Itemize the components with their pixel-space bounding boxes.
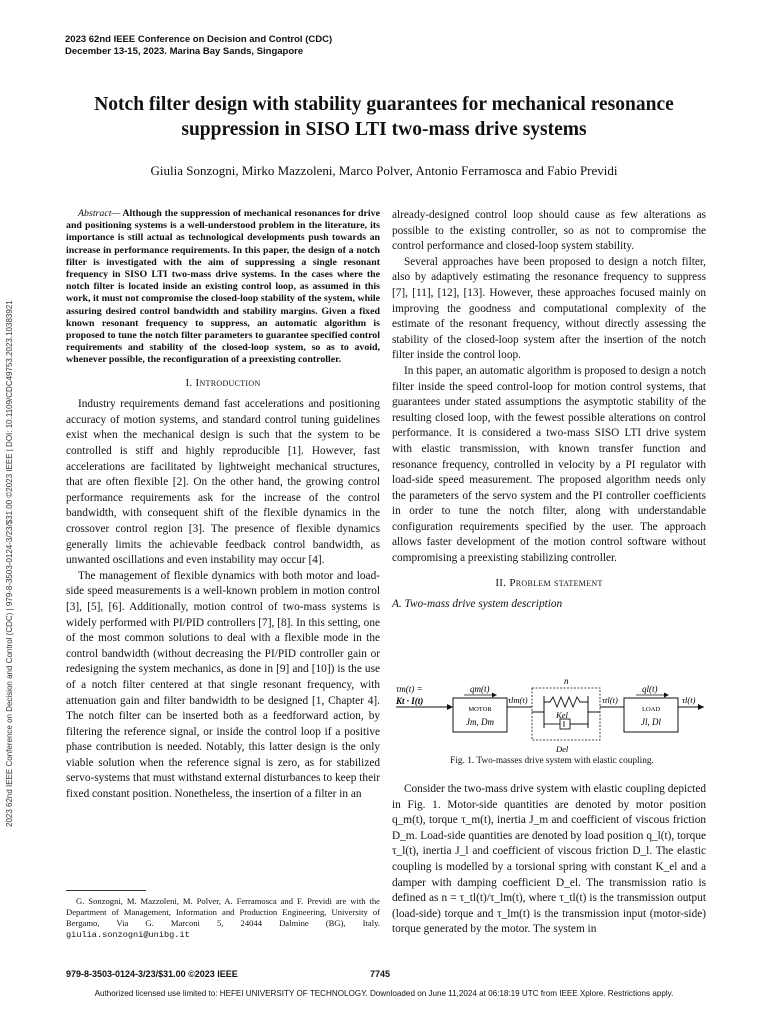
fig-output-arrowhead <box>698 704 704 710</box>
section-heading-introduction: I. Introduction <box>185 376 261 389</box>
fig-spring <box>544 697 588 707</box>
problem-paragraph-1: Consider the two-mass drive system with elastic coupling depicted in Fig. 1. Motor-side quantities are denoted by motor position q_m(t), torque τ_m(t), inertia J_m and coefficient of viscous friction D_m. Load-side quantities are denoted by load position q_l(t), torque τ_l(t), inertia J_l and coefficient of viscous friction D_l. The elastic coupling is modelled by a torsional spring with constant K_el and a damper with damping coefficient D_el. The transmission ratio is defined as n = τ_tl(t)/τ_lm(t), where τ_tl(t) is the transmission output (load-side) torque and τ_lm(t) is the transmission input (motor-side) torque generated by the motor. The system in <box>392 783 706 936</box>
isbn-footer: 979-8-3503-0124-3/23/$31.00 ©2023 IEEE <box>66 969 238 979</box>
author-list: Giulia Sonzogni, Mirko Mazzoleni, Marco Polver, Antonio Ferramosca and Fabio Previdi <box>150 163 618 178</box>
figure-caption: Fig. 1. Two-masses drive system with elastic coupling. <box>450 756 654 766</box>
fig-tau-l: τl(t) <box>682 695 696 705</box>
license-notice: Authorized licensed use limited to: HEFEI UNIVERSITY OF TECHNOLOGY. Downloaded on June 11,2024 at 06:18:19 UTC from IEEE Xplore. Restrictions apply. <box>94 989 674 998</box>
fig-n-label: n <box>564 676 569 686</box>
fig-del-label: Del <box>556 744 569 754</box>
section-heading-problem-statement: II. Problem statement <box>495 576 603 589</box>
side-doi-strip: 2023 62nd IEEE Conference on Decision and Control (CDC) | 979-8-3503-0124-3/23/$31.00 ©2023 IEEE | DOI: 10.1109/CDC49753.2023.10383921 <box>5 300 14 827</box>
conference-header <box>65 34 332 58</box>
subsection-heading-two-mass: A. Two-mass drive system description <box>392 598 563 611</box>
intro-paragraph-2: The management of flexible dynamics with both motor and load-side speed measurements is a well-known problem in motion control [3], [5], [6]. Additionally, motion control of two-mass systems is widely performed with PI/PID controllers [7], [8]. In this setting, one of the most common solutions to deal with a flexible mode in the control bandwidth (without decreasing the PI/PID controller gain or redesigning the system mechanics, as done in [9] and [10]) is the use of a notch filter centered at that single resonant frequency, with attenuation gain and filter bandwidth to be designed [1, Chapter 4]. The notch filter can be inserted both as a feedforward action, by filtering the reference signal, or inside the control loop if a positive phase contribution is needed. Notably, this latter design is the only viable solution when the reference signal is zero, as for stabilized servo-systems that must withstand external disturbances to keep their fixed constant position. Nonetheless, the insertion of a filter in an <box>66 569 380 801</box>
conference-name: 2023 62nd IEEE Conference on Decision and Control (CDC) <box>65 34 333 45</box>
paper-title <box>40 92 728 142</box>
fig-motor-label: MOTOR <box>468 706 492 713</box>
fig-ql-arrowhead <box>664 693 669 698</box>
title-line-2: suppression in SISO LTI two-mass drive systems <box>181 119 587 140</box>
fig-kel-label: Kel <box>556 710 568 720</box>
fig-load-params: Jl, Dl <box>641 717 661 727</box>
page-number: 7745 <box>370 969 391 979</box>
right-column-lower <box>392 782 706 938</box>
conference-venue: December 13-15, 2023. Marina Bay Sands, Singapore <box>65 46 304 57</box>
author-email[interactable]: giulia.sonzogni@unibg.it <box>66 929 190 940</box>
fig-load-label: LOAD <box>641 706 661 713</box>
intro-paragraph-4: Several approaches have been proposed to design a notch filter, also by adaptively estimating the resonance frequency to suppress [7], [11], [12], [13]. However, these approaches focused mainly on improving the goodness and computational complexity of the estimate of the resonant frequency, without directly assessing the stability of the closed-loop system after the insertion of the notch filter inside the control loop. <box>392 255 706 362</box>
fig-input-arrowhead <box>447 704 453 710</box>
intro-paragraph-5: In this paper, an automatic algorithm is proposed to design a notch filter inside the speed control-loop for motion control systems, that guarantees under stated assumptions the asymptotic stability of the resulting closed loop, with the fewest possible alterations on control performance. It is considered a two-mass SISO LTI drive system with elastic transmission, with known transfer function and resonance frequency, controlled in velocity by a PI regulator with load-side speed measurement. The proposed algorithm needs only the parameters of the servo system and the PI controller coefficients in order to tune the notch filter, along with understandable configuration requirements specified by the user. The approach allows faster development of the motion control software without compromising a preexisting stabilizing controller. <box>392 364 706 565</box>
left-column <box>66 208 380 803</box>
title-line-1: Notch filter design with stability guarantees for mechanical resonance <box>94 94 674 115</box>
fig-input-label-1: τm(t) = <box>396 684 423 694</box>
intro-paragraph-1: Industry requirements demand fast accelerations and positioning accuracy of motion systems, and standard control tuning guidelines exist when the mechanical design is such that the system to be controlled is stiff and highly reproducible [1]. However, fast accelerations are facilitated by lightweight mechanical structures, that are often flexible [2]. On the other hand, the growing control performance requirements ask for the increase of the control bandwidth, with consequent shift of the flexible dynamics in the crossover control region [3]. The presence of flexible dynamics generally limits the achievable feedback control bandwidth, as unwanted oscillations and even instability may occur [4]. <box>66 398 380 567</box>
fig-ql-label: ql(t) <box>642 684 658 694</box>
abstract: Abstract— Although the suppression of mechanical resonances for drive and positioning systems is a well-understood problem in the literature, its importance is still actual as technological developments push towards an increase in performance requirements. In this paper, the design of a notch filter is investigated with the aim of suppressing a single resonant frequency in SISO LTI two-mass drive systems. In the cases where the notch filter is located inside an existing control loop, as assumed in this work, it must not compromise the closed-loop stability of the system, while assuring desired control bandwidth and stability margins. Given a fixed known resonant frequency to suppress, an automatic algorithm is proposed to tune the notch filter parameters to guarantee specified control requirements and stability of the closed-loop system, so as to avoid, whenever possible, the reconfiguration of a preexisting controller. <box>66 208 380 366</box>
footnote-affiliation: G. Sonzogni, M. Mazzoleni, M. Polver, A. Ferramosca and F. Previdi are with the Department of Management, Information and Production Engineering, University of Bergamo, Via G. Marconi 5, 24044 Dalmine (BG), Italy. <box>66 896 380 928</box>
fig-motor-params: Jm, Dm <box>466 717 494 727</box>
right-column <box>392 208 706 621</box>
fig-qm-label: qm(t) <box>470 684 490 694</box>
fig-tau-tl: τtl(t) <box>602 695 618 705</box>
abstract-text: Although the suppression of mechanical resonances for drive and positioning systems is a well-understood problem in the literature, its importance is still actual as technological developments push towards an increase in performance requirements. In this paper, the design of a notch filter is investigated with the aim of suppressing a single resonant frequency in SISO LTI two-mass drive systems. In the cases where the notch filter is located inside an existing control loop, as assumed in this work, it must not compromise the closed-loop stability of the system, while assuring desired control bandwidth and stability margins. Given a fixed known resonant frequency to suppress, an automatic algorithm is proposed to tune the notch filter parameters to guarantee specified control requirements and stability of the closed-loop system, so as to avoid, whenever possible, the reconfiguration of a preexisting controller. <box>66 208 380 366</box>
fig-tau-lm: τlm(t) <box>508 695 528 705</box>
fig-qm-arrowhead <box>492 693 497 698</box>
author-footnote <box>66 896 380 941</box>
fig-damper-cylinder <box>560 719 570 729</box>
footnote-rule <box>66 890 146 891</box>
intro-paragraph-3: already-designed control loop should cause as few alterations as possible to the existing controller, so as not to compromise the control performance and closed-loop system stability. <box>392 209 706 253</box>
fig-input-label-2: Kt · I(t) <box>396 696 424 706</box>
abstract-label: Abstract <box>78 208 112 219</box>
